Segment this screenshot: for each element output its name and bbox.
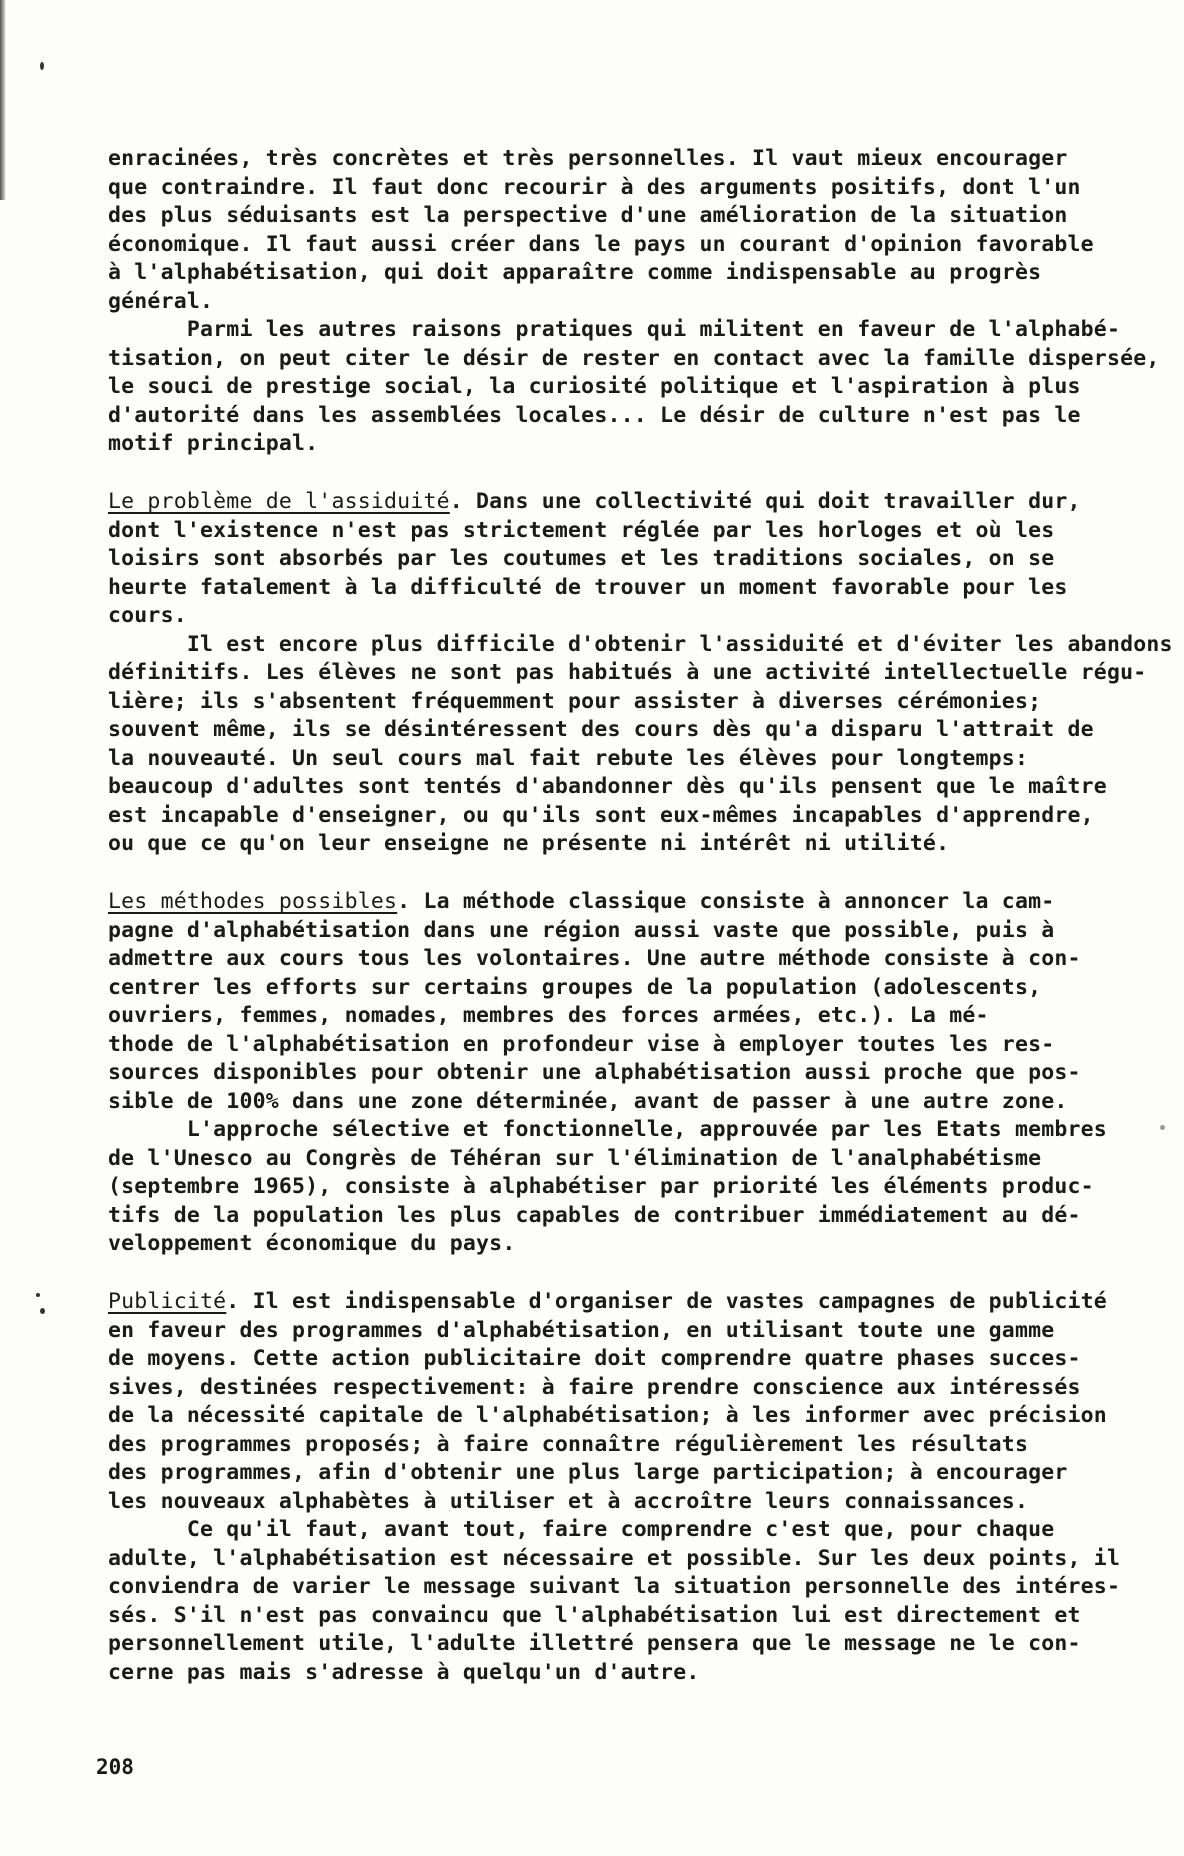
scan-speck — [36, 1293, 40, 1297]
text-line: des programmes, afin d'obtenir une plus large participation; à encourager — [108, 1460, 1068, 1485]
text-line: motif principal. — [108, 431, 319, 456]
section-methodes — [108, 888, 1107, 1259]
text-line: (septembre 1965), consiste à alphabétiser par priorité les éléments produc- — [108, 1174, 1094, 1199]
text-line: pagne d'alphabétisation dans une région aussi vaste que possible, puis à — [108, 917, 1055, 943]
text-line: cerne pas mais s'adresse à quelqu'un d'autre. — [108, 1659, 700, 1685]
text-line: beaucoup d'adultes sont tentés d'abandonner dès qu'ils pensent que le maître — [108, 774, 1107, 799]
text-line: dont l'existence n'est pas strictement réglée par les horloges et où les — [108, 517, 1055, 543]
text-line: des programmes proposés; à faire connaître régulièrement les résultats — [108, 1431, 1029, 1457]
text-line: souvent même, ils se désintéressent des cours dès qu'a disparu l'attrait de — [108, 717, 1094, 742]
text-line: . La méthode classique consiste à annoncer la cam- — [397, 889, 1055, 914]
scan-edge-mark — [0, 0, 6, 200]
text-line: tisation, on peut citer le désir de rester en contact avec la famille dispersée, — [108, 345, 1160, 371]
text-line: veloppement économique du pays. — [108, 1231, 516, 1256]
text-line: adulte, l'alphabétisation est nécessaire et possible. Sur les deux points, il — [108, 1545, 1121, 1571]
text-line: ou que ce qu'on leur enseigne ne présente ni intérêt ni utilité. — [108, 831, 950, 856]
section-heading: Les méthodes possibles — [108, 889, 398, 914]
text-line: d'autorité dans les assemblées locales... Le désir de culture n'est pas le — [108, 402, 1081, 428]
section-heading: Le problème de l'assiduité — [108, 489, 450, 514]
text-line: Ce qu'il faut, avant tout, faire comprendre c'est que, pour chaque — [108, 1517, 1055, 1542]
text-line: sives, destinées respectivement: à faire prendre conscience aux intéressés — [108, 1374, 1081, 1400]
text-line: la nouveauté. Un seul cours mal fait rebute les élèves pour longtemps: — [108, 745, 1029, 771]
text-line: Parmi les autres raisons pratiques qui militent en faveur de l'alphabé- — [108, 317, 1121, 342]
text-line: ouvriers, femmes, nomades, membres des forces armées, etc.). La mé- — [108, 1003, 989, 1028]
text-line: conviendra de varier le message suivant la situation personnelle des intéres- — [108, 1574, 1121, 1599]
text-line: lière; ils s'absentent fréquemment pour assister à diverses cérémonies; — [108, 688, 1042, 714]
text-line: centrer les efforts sur certains groupes de la population (adolescents, — [108, 974, 1042, 1000]
text-line: est incapable d'enseigner, ou qu'ils sont eux-mêmes incapables d'apprendre, — [108, 802, 1094, 828]
text-line: des plus séduisants est la perspective d'une amélioration de la situation — [108, 203, 1068, 228]
text-line: Il est encore plus difficile d'obtenir l'assiduité et d'éviter les abandons — [108, 631, 1173, 657]
intro-paragraphs — [108, 145, 1160, 459]
text-line: admettre aux cours tous les volontaires. Une autre méthode consiste à con- — [108, 946, 1081, 971]
text-line: personnellement utile, l'adulte illettré pensera que le message ne le con- — [108, 1631, 1081, 1656]
scan-speck — [40, 1308, 45, 1314]
text-line: L'approche sélective et fonctionnelle, approuvée par les Etats membres — [108, 1117, 1107, 1142]
text-line: thode de l'alphabétisation en profondeur vise à employer toutes les res- — [108, 1031, 1055, 1057]
text-line: général. — [108, 288, 214, 314]
text-line: de la nécessité capitale de l'alphabétisation; à les informer avec précision — [108, 1403, 1107, 1428]
text-line: enracinées, très concrètes et très personnelles. Il vaut mieux encourager — [108, 146, 1068, 171]
text-line: économique. Il faut aussi créer dans le pays un courant d'opinion favorable — [108, 231, 1094, 257]
text-line: sés. S'il n'est pas convaincu que l'alphabétisation lui est directement et — [108, 1602, 1081, 1628]
text-line: le souci de prestige social, la curiosité politique et l'aspiration à plus — [108, 374, 1081, 399]
text-line: sible de 100% dans une zone déterminée, avant de passer à une autre zone. — [108, 1088, 1068, 1114]
section-assiduite — [108, 488, 1173, 859]
section-publicite — [108, 1288, 1121, 1687]
section-heading: Publicité — [108, 1289, 227, 1314]
text-line: . Dans une collectivité qui doit travailler dur, — [449, 489, 1081, 514]
text-line: . Il est indispensable d'organiser de vastes campagnes de publicité — [226, 1289, 1107, 1314]
text-line: les nouveaux alphabètes à utiliser et à accroître leurs connaissances. — [108, 1488, 1029, 1514]
text-line: tifs de la population les plus capables de contribuer immédiatement au dé- — [108, 1202, 1081, 1228]
text-line: définitifs. Les élèves ne sont pas habitués à une activité intellectuelle régu- — [108, 660, 1147, 685]
text-line: en faveur des programmes d'alphabétisation, en utilisant toute une gamme — [108, 1317, 1055, 1343]
text-line: à l'alphabétisation, qui doit apparaître comme indispensable au progrès — [108, 260, 1042, 285]
text-line: de moyens. Cette action publicitaire doit comprendre quatre phases succes- — [108, 1346, 1081, 1371]
text-line: sources disponibles pour obtenir une alphabétisation aussi proche que pos- — [108, 1060, 1081, 1085]
text-line: de l'Unesco au Congrès de Téhéran sur l'élimination de l'analphabétisme — [108, 1145, 1042, 1171]
text-line: cours. — [108, 603, 187, 628]
scan-speck — [40, 62, 44, 70]
text-line: loisirs sont absorbés par les coutumes et les traditions sociales, on se — [108, 546, 1055, 571]
text-line: heurte fatalement à la difficulté de trouver un moment favorable pour les — [108, 574, 1068, 600]
page-number: 208 — [96, 1755, 134, 1779]
scan-speck — [1160, 1125, 1165, 1130]
text-line: que contraindre. Il faut donc recourir à des arguments positifs, dont l'un — [108, 174, 1081, 200]
